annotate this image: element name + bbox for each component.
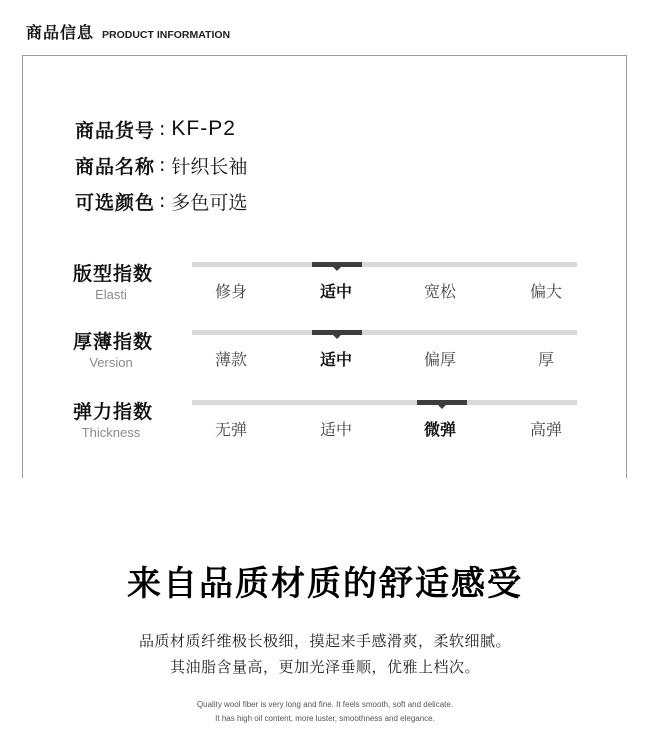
info-value: 针织长袖 xyxy=(171,155,248,178)
scale-marker xyxy=(312,330,362,335)
section-title-cn: 商品信息 xyxy=(26,23,95,42)
scale-track xyxy=(192,400,577,405)
scale-fit-index xyxy=(23,259,628,319)
scale-track xyxy=(192,262,577,267)
scale-option: 适中 xyxy=(319,350,352,369)
scale-elasticity-index xyxy=(23,397,628,457)
scale-marker xyxy=(312,262,362,267)
info-value: 多色可选 xyxy=(171,191,248,214)
description-cn-line-2: 其油脂含量高，更加光泽垂顺，优雅上档次。 xyxy=(169,658,480,676)
section-header xyxy=(26,20,230,43)
scale-option: 修身 xyxy=(214,282,247,301)
info-label: 可选颜色 xyxy=(75,191,156,214)
product-info-list xyxy=(75,111,247,219)
scale-option: 偏厚 xyxy=(423,350,456,369)
description-cn-line-1: 品质材质纤维极长极细，摸起来手感滑爽，柔软细腻。 xyxy=(138,632,511,650)
scale-title: 弹力指数 xyxy=(73,401,154,423)
scale-track xyxy=(192,330,577,335)
scale-option: 无弹 xyxy=(214,420,247,439)
scale-thickness-index xyxy=(23,327,628,387)
scale-title: 厚薄指数 xyxy=(73,331,154,353)
scale-subtitle: Thickness xyxy=(81,425,141,440)
scale-option: 微弹 xyxy=(423,420,456,439)
info-separator: : xyxy=(159,118,166,140)
description-en-line-2: It has high oil content, more luster, smoothness and elegance. xyxy=(215,714,435,723)
info-label: 商品货号 xyxy=(75,119,156,142)
scale-option: 宽松 xyxy=(423,282,456,301)
info-row-product-name xyxy=(75,147,247,183)
scale-option: 薄款 xyxy=(214,350,247,369)
scale-subtitle: Elasti xyxy=(95,287,127,302)
product-info-panel xyxy=(22,55,627,478)
section-title-en: PRODUCT INFORMATION xyxy=(102,29,231,41)
info-separator: : xyxy=(159,190,166,212)
scale-subtitle: Version xyxy=(89,355,133,370)
info-row-colors xyxy=(75,183,247,219)
scale-option: 适中 xyxy=(319,282,352,301)
scale-option: 厚 xyxy=(537,350,554,369)
scale-title: 版型指数 xyxy=(73,263,154,285)
description-en-line-1: Quality wool fiber is very long and fine. It feels smooth, soft and delicate. xyxy=(196,700,454,709)
scale-option: 偏大 xyxy=(529,282,562,301)
scale-option: 适中 xyxy=(319,420,352,439)
info-row-item-number xyxy=(75,111,247,147)
scale-option: 高弹 xyxy=(529,420,562,439)
headline: 来自品质材质的舒适感受 xyxy=(127,564,523,604)
scale-marker xyxy=(417,400,467,405)
info-value: KF-P2 xyxy=(171,117,236,140)
info-separator: : xyxy=(159,154,166,176)
info-label: 商品名称 xyxy=(75,155,156,178)
